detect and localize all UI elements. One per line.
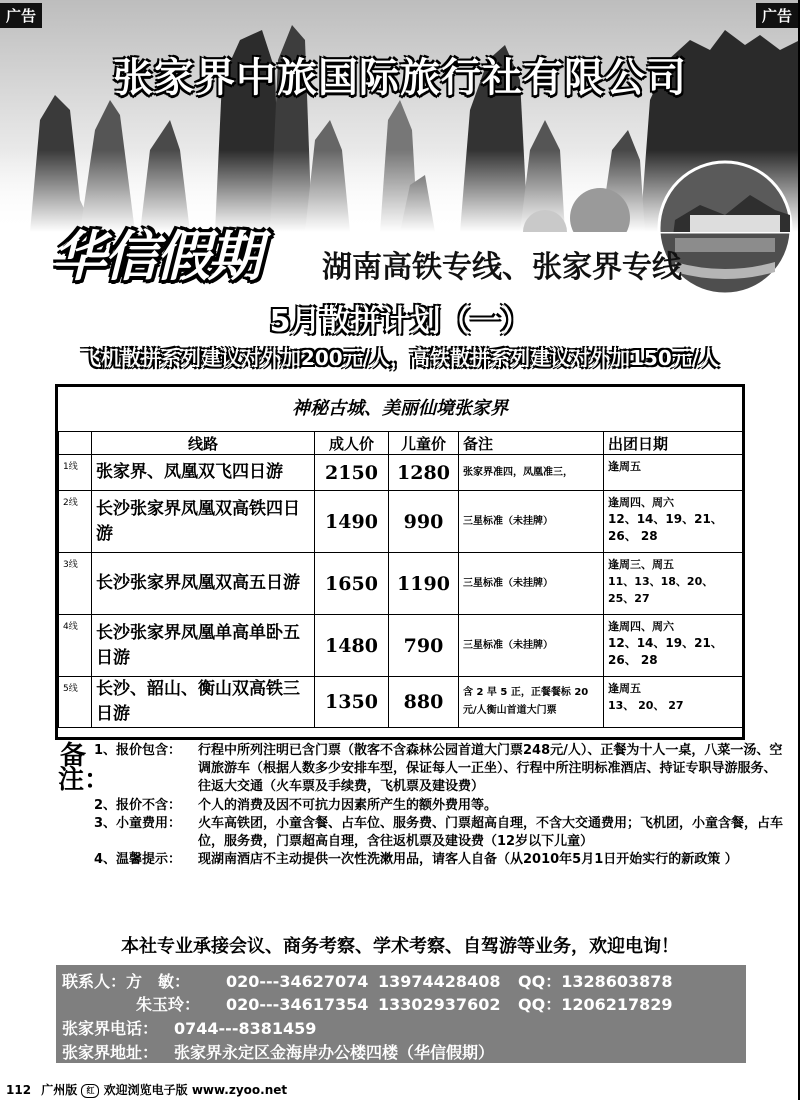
zjj-phone: 0744---8381459 [174,1019,317,1038]
adult-price: 2150 [315,455,389,491]
header-blank [59,432,92,455]
line-number: 2线 [59,491,92,553]
hero-landscape-photo [0,0,800,232]
departure-dates [604,491,743,553]
surcharge-note: 飞机散拼系列建议对外加200元/人，高铁散拼系列建议对外加150元/人 [80,346,720,370]
page-footer [6,1081,287,1098]
departure-dates [604,455,743,491]
table-header-row [59,432,743,455]
child-price: 790 [389,615,459,677]
table-row [59,553,743,615]
zjj-address-label: 张家界地址： [62,1043,159,1062]
remark-number: 3、小童费用： [94,815,182,831]
remark-text: 个人的消费及因不可抗力因素所产生的额外费用等。 [198,797,498,813]
line-number: 4线 [59,615,92,677]
route-name: 长沙张家界凤凰单高单卧五日游 [92,615,315,677]
route-note: 张家界准四，凤凰准三， [459,455,604,491]
route-note: 三星标准（未挂牌） [459,491,604,553]
header-dates: 出团日期 [604,432,743,455]
table-caption: 神秘古城、美丽仙境张家界 [292,398,508,419]
ad-tag-right: 广告 [756,3,798,28]
table-row [59,677,743,728]
plan-title: 5月散拼计划（一） [269,304,531,339]
contact-name-2: 朱玉玲： [136,995,201,1014]
route-subtitle: 湖南高铁专线、张家界专线 [322,250,682,285]
contact-qq-1: QQ：1328603878 [518,972,673,991]
remarks-list [94,742,784,869]
contact-row-1 [62,969,673,992]
table-row [59,455,743,491]
route-name: 张家界、凤凰双飞四日游 [92,455,315,491]
line-number: 5线 [59,677,92,728]
services-slogan: 本社专业承接会议、商务考察、学术考察、自驾游等业务，欢迎电询！ [121,936,679,957]
contact-phone-1: 020---34627074 [226,972,369,991]
remark-number: 2、报价不含： [94,797,182,813]
remark-text: 火车高铁团，小童含餐、占车位、服务费、门票超高自理，不含大交通费用；飞机团，小童含餐，占车位，服务费，门票超高自理，含往返机票及建设费（12岁以下儿童） [198,815,784,850]
route-name: 长沙、韶山、衡山双高铁三日游 [92,677,315,728]
contact-qq-2: QQ：1206217829 [518,995,673,1014]
remark-text: 现湖南酒店不主动提供一次性洗漱用品，请客人自备（从2010年5月1日开始实行的新政策 ） [198,852,738,868]
adult-price: 1650 [315,553,389,615]
route-name: 长沙张家界凤凰双高铁四日游 [92,491,315,553]
contact-box [56,965,746,1063]
departure-weekdays: 逢周五 [608,460,641,473]
publisher-logo-icon: 红 [81,1084,99,1098]
departure-dates [604,615,743,677]
route-note: 三星标准（未挂牌） [459,553,604,615]
departure-days: 12、14、19、21、26、 28 [608,636,723,667]
footer-website-text: 欢迎浏览电子版 www.zyoo.net [103,1083,288,1097]
remark-item [94,851,784,869]
contact-row-3 [62,1016,316,1039]
header-note: 备注 [459,432,604,455]
header-route: 线路 [92,432,315,455]
route-name: 长沙张家界凤凰双高五日游 [92,553,315,615]
route-note: 三星标准（未挂牌） [459,615,604,677]
zjj-phone-label: 张家界电话： [62,1019,159,1038]
contact-mobile-2: 13302937602 [378,995,501,1014]
header-adult-price: 成人价 [315,432,389,455]
departure-weekdays: 逢周四、周六 [608,620,674,633]
remark-item [94,797,784,815]
mountain-illustration [0,0,800,232]
departure-weekdays: 逢周四、周六 [608,496,674,509]
zjj-address: 张家界永定区金海岸办公楼四楼（华信假期） [174,1043,495,1062]
adult-price: 1350 [315,677,389,728]
remarks-label: 备注： [58,741,111,795]
departure-days: 11、13、18、20、25、27 [608,575,714,605]
remark-text: 行程中所列注明已含门票（散客不含森林公园首道大门票248元/人）、正餐为十人一桌，八菜一汤、空 调旅游车（根据人数多少安排车型，保证每人一正坐）、行程中所注明标准酒店、持证专职导游服务、往返大交通（火车票及手续费，飞机票及建设费） [198,743,783,795]
remark-number: 1、报价包含： [94,743,182,758]
edition-label: 广州版 [41,1083,78,1097]
line-number: 3线 [59,553,92,615]
table-row [59,615,743,677]
header-child-price: 儿童价 [389,432,459,455]
departure-dates [604,553,743,615]
remark-number: 4、温馨提示： [94,852,182,868]
route-note: 含 2 早 5 正，正餐餐标 20元/人衡山首道大门票 [459,677,604,728]
departure-weekdays: 逢周三、周五 [608,558,674,571]
company-name: 张家界中旅国际旅行社有限公司 [113,55,687,101]
brand-logo-text: 华信假期 [52,225,260,288]
line-number: 1线 [59,455,92,491]
contact-mobile-1: 13974428408 [378,972,501,991]
child-price: 1190 [389,553,459,615]
departure-weekdays: 逢周五 [608,682,641,695]
contact-row-2 [136,992,673,1015]
remark-item [94,742,784,797]
contact-phone-2: 020---34617354 [226,995,369,1014]
ad-tag-left: 广告 [0,3,42,28]
contact-name-1: 联系人：方 敏： [62,972,191,991]
contact-row-4 [62,1040,494,1063]
child-price: 880 [389,677,459,728]
departure-dates [604,677,743,728]
route-table [58,431,743,728]
page-number: 112 [6,1083,32,1097]
adult-price: 1490 [315,491,389,553]
child-price: 990 [389,491,459,553]
remark-item [94,815,784,851]
departure-days: 12、14、19、21、26、 28 [608,512,723,543]
adult-price: 1480 [315,615,389,677]
child-price: 1280 [389,455,459,491]
departure-days: 13、 20、 27 [608,699,684,712]
table-row [59,491,743,553]
